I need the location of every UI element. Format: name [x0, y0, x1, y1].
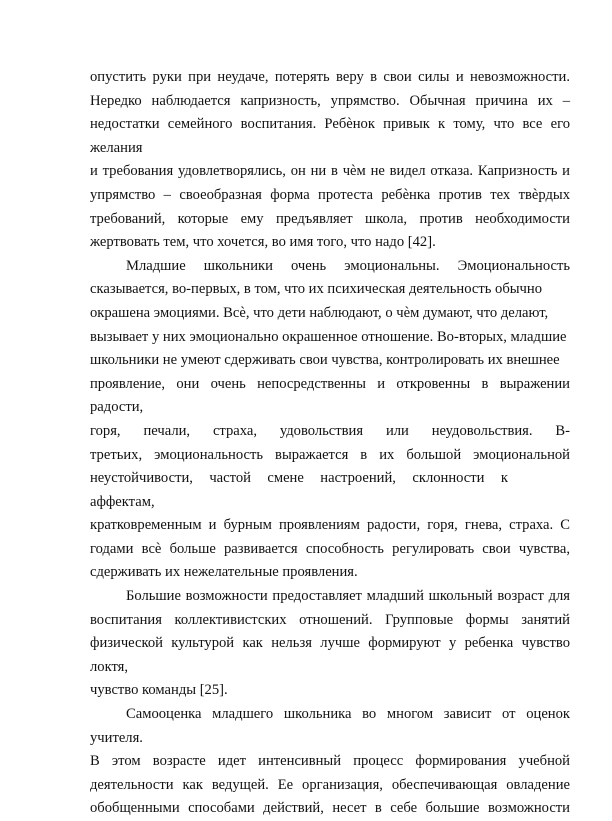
text-line: годами всѐ больше развивается способность регулировать свои чувства, [90, 540, 570, 557]
text-line: упрямство – своеобразная форма протеста ребѐнка против тех твѐрдых [90, 186, 570, 203]
text-line: вызывает у них эмоционально окрашенное отношение. Во-вторых, младшие [90, 328, 567, 345]
paragraph-1 [90, 66, 570, 255]
text-line: Большие возможности предоставляет младший школьный возраст для [126, 588, 570, 605]
text-line: и требования удовлетворялись, он ни в чѐм не видел отказа. Капризность и [90, 163, 570, 180]
text-line: неустойчивости, частой смене настроений, склонности к [90, 470, 508, 487]
paragraph-4 [90, 703, 570, 821]
text-line: сказывается, во-первых, в том, что их психическая деятельность обычно [90, 281, 542, 298]
paragraph-2 [90, 255, 570, 585]
text-line: недостатки семейного воспитания. Ребѐнок привык к тому, что все его желания [90, 116, 570, 156]
text-line: горя, печали, страха, удовольствия или неудовольствия. В- [90, 422, 570, 439]
text-line: опустить руки при неудаче, потерять веру в свои силы и невозможности. [90, 69, 570, 85]
text-line: требований, которые ему предъявляет школа, против необходимости [90, 210, 570, 227]
text-line: жертвовать тем, что хочется, во имя того, что надо [42]. [90, 234, 436, 251]
text-line: чувство команды [25]. [90, 682, 228, 699]
text-line: Младшие школьники очень эмоциональны. Эмоциональность [126, 257, 570, 274]
paragraph-3 [90, 585, 570, 703]
text-line: В этом возрасте идет интенсивный процесс формирования учебной [90, 753, 570, 770]
text-line: аффектам, [90, 493, 155, 510]
text-line: школьники не умеют сдерживать свои чувства, контролировать их внешнее [90, 352, 560, 369]
text-line: Нередко наблюдается капризность, упрямство. Обычная причина их – [90, 92, 570, 109]
text-line: сдерживать их нежелательные проявления. [90, 564, 358, 581]
text-line: воспитания коллективистских отношений. Групповые формы занятий [90, 611, 570, 628]
text-line: деятельности как ведущей. Ее организация, обеспечивающая овладение [90, 776, 570, 793]
text-line: кратковременным и бурным проявлениям радости, горя, гнева, страха. С [90, 517, 570, 534]
text-line: обобщенными способами действий, несет в себе большие возможности [90, 800, 570, 817]
text-line: физической культурой как нельзя лучше формируют у ребенка чувство локтя, [90, 635, 570, 675]
text-line: проявление, они очень непосредственны и откровенны в выражении радости, [90, 375, 570, 416]
body-text [90, 66, 570, 821]
text-line: окрашена эмоциями. Всѐ, что дети наблюдают, о чѐм думают, что делают, [90, 304, 549, 321]
text-line: третьих, эмоциональность выражается в их большой эмоциональной [90, 446, 570, 463]
text-line: Самооценка младшего школьника во многом зависит от оценок учителя. [90, 706, 570, 746]
